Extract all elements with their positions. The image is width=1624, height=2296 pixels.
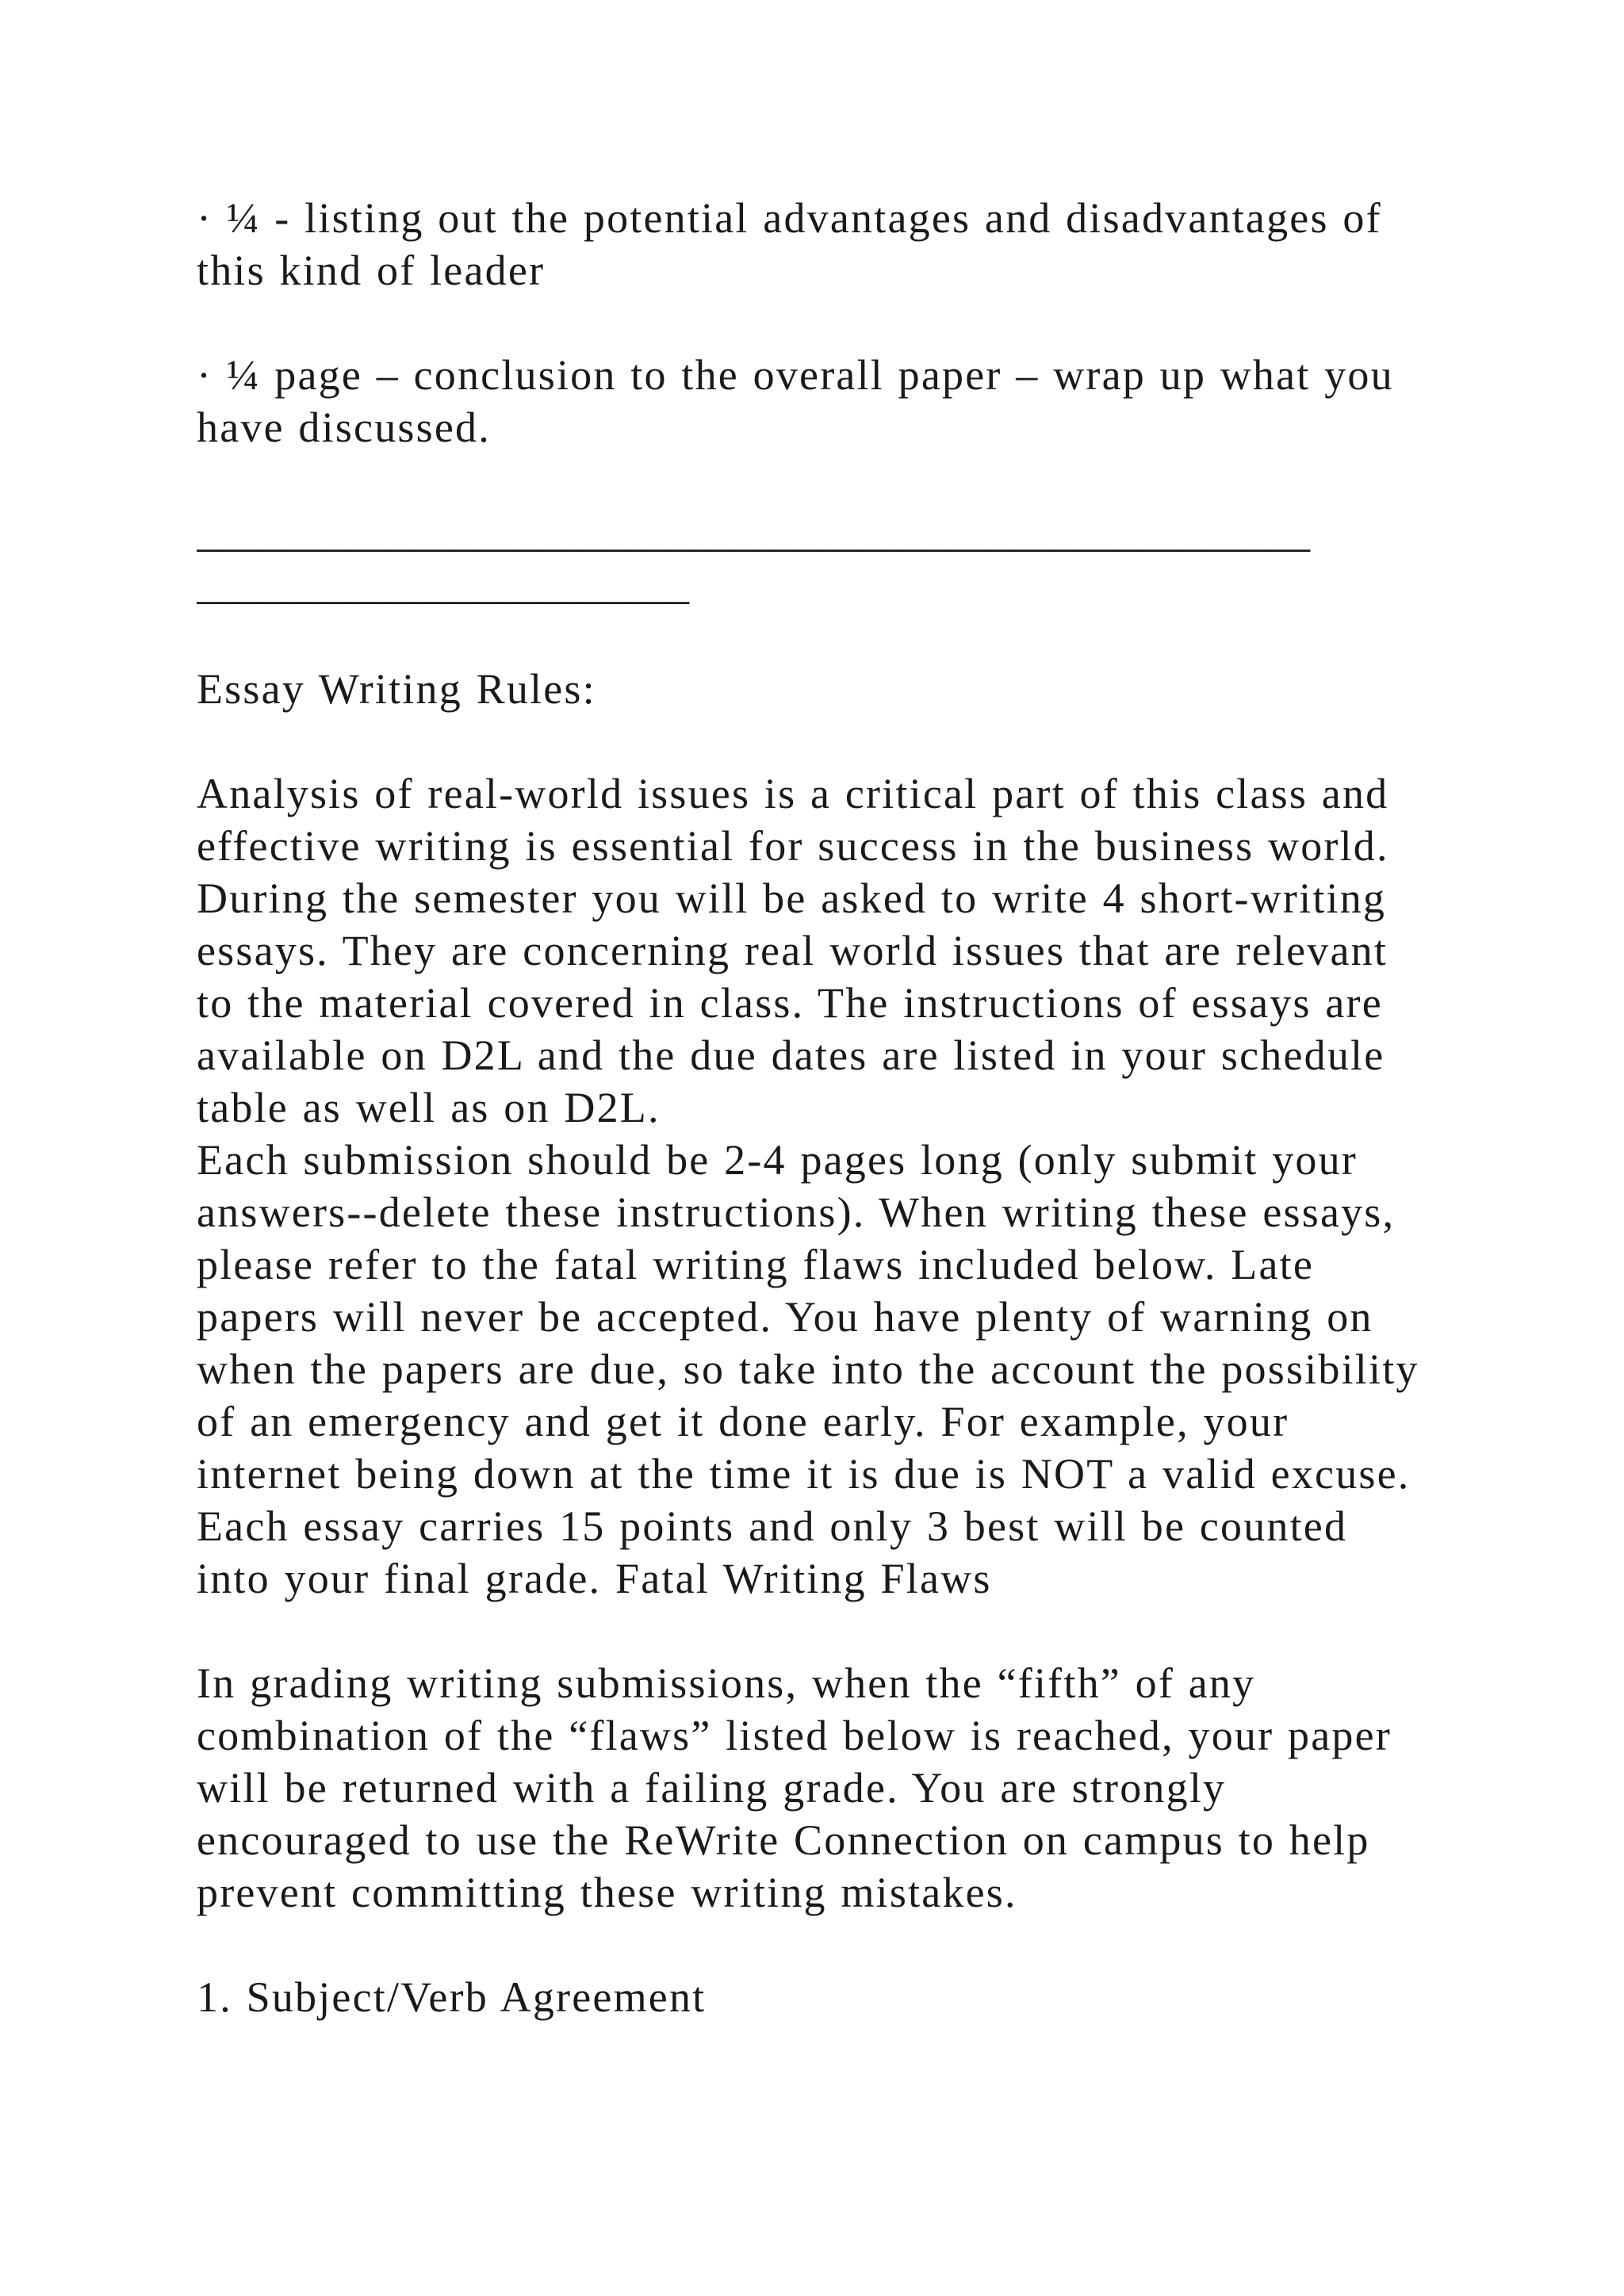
separator-line: ____________________________________________________ — [197, 508, 1310, 556]
paragraph-grading — [197, 1657, 1450, 1919]
text-line: please refer to the fatal writing flaws included below. Late — [197, 1241, 1314, 1288]
text-line: Analysis of real-world issues is a critical part of this class and — [197, 770, 1389, 817]
text-line: · ¼ - listing out the potential advantages and disadvantages of — [197, 194, 1382, 242]
text-line: essays. They are concerning real world issues that are relevant — [197, 927, 1388, 974]
document-body — [197, 192, 1450, 2023]
section-heading: Essay Writing Rules: — [197, 665, 596, 713]
spacer — [197, 715, 1450, 767]
spacer — [197, 1605, 1450, 1657]
text-line: During the semester you will be asked to write 4 short-writing — [197, 874, 1387, 922]
text-line: will be returned with a failing grade. You are strongly — [197, 1764, 1227, 1812]
text-line: papers will never be accepted. You have plenty of warning on — [197, 1293, 1373, 1341]
text-line: available on D2L and the due dates are listed in your schedule — [197, 1031, 1385, 1079]
text-line: · ¼ page – conclusion to the overall paper – wrap up what you — [197, 351, 1394, 399]
text-line: when the papers are due, so take into the account the possibility — [197, 1345, 1419, 1393]
text-line: have discussed. — [197, 404, 491, 451]
spacer — [197, 453, 1450, 506]
text-line: answers--delete these instructions). When writing these essays, — [197, 1188, 1396, 1236]
separator-line: _______________________ — [197, 561, 689, 608]
spacer — [197, 1919, 1450, 1971]
text-line: Each essay carries 15 points and only 3 best will be counted — [197, 1502, 1348, 1550]
numbered-list-item: 1. Subject/Verb Agreement — [197, 1973, 707, 2021]
text-line: effective writing is essential for success in the business world. — [197, 822, 1389, 870]
text-line: combination of the “flaws” listed below is reached, your paper — [197, 1712, 1392, 1759]
text-line: this kind of leader — [197, 247, 546, 294]
text-line: prevent committing these writing mistakes. — [197, 1869, 1017, 1916]
spacer — [197, 297, 1450, 349]
text-line: of an emergency and get it done early. For example, your — [197, 1398, 1289, 1445]
text-line: Each submission should be 2-4 pages long (only submit your — [197, 1136, 1358, 1184]
text-line: into your final grade. Fatal Writing Flaws — [197, 1555, 992, 1602]
bullet-item — [197, 192, 1450, 297]
text-line: table as well as on D2L. — [197, 1084, 661, 1131]
separator-rule — [197, 506, 1450, 610]
paragraph-essay-rules — [197, 767, 1450, 1605]
text-line: internet being down at the time it is due is NOT a valid excuse. — [197, 1450, 1411, 1498]
text-line: to the material covered in class. The instructions of essays are — [197, 979, 1383, 1027]
spacer — [197, 610, 1450, 663]
bullet-item — [197, 349, 1450, 453]
text-line: encouraged to use the ReWrite Connection on campus to help — [197, 1816, 1370, 1864]
text-line: In grading writing submissions, when the “fifth” of any — [197, 1659, 1256, 1707]
